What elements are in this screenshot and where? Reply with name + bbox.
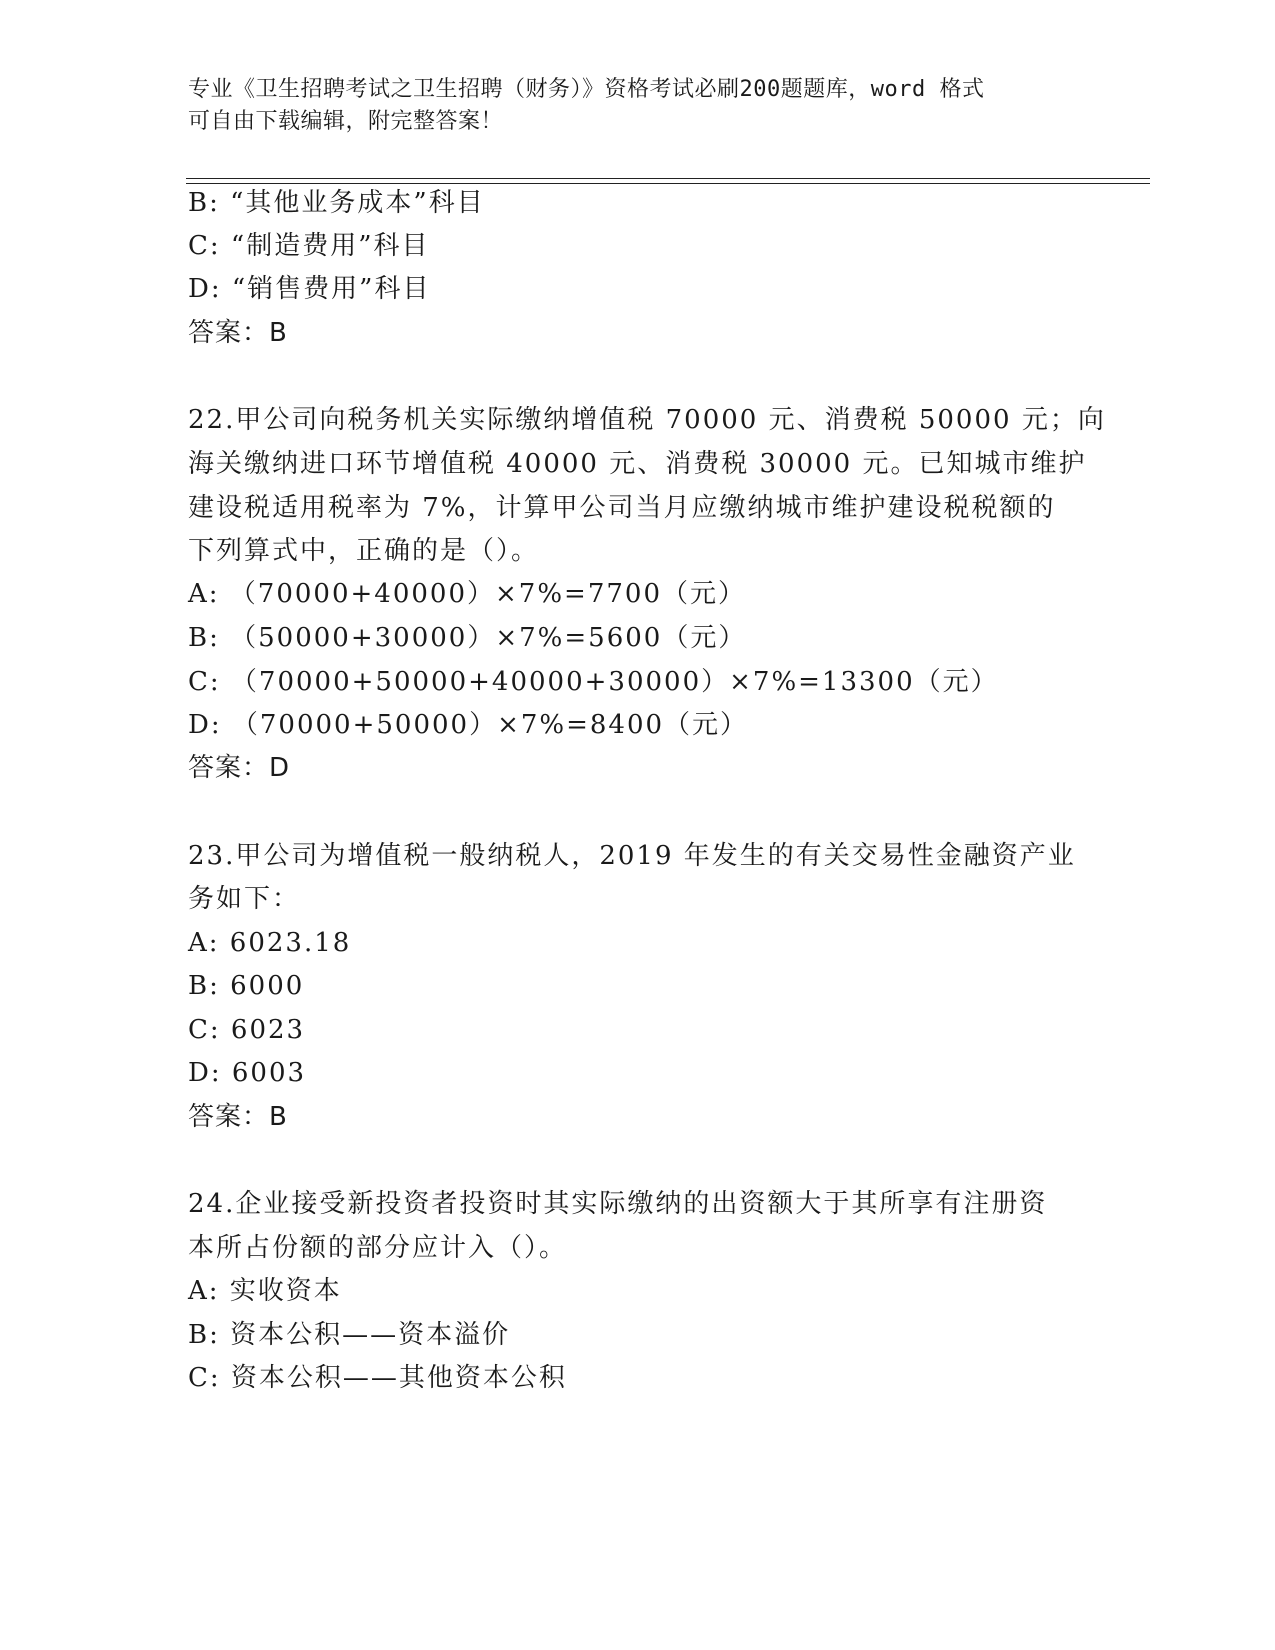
q23-stem-line-2: 务如下： bbox=[188, 884, 301, 914]
q23-answer: 答案：B bbox=[188, 1102, 288, 1132]
q22-option-d: D: （70000+50000）×7%=8400（元） bbox=[188, 710, 749, 740]
q23-option-d: D: 6003 bbox=[188, 1058, 307, 1088]
q22-stem-line-2: 海关缴纳进口环节增值税 40000 元、消费税 30000 元。已知城市维护 bbox=[188, 449, 1087, 479]
q22-stem-line-3: 建设税适用税率为 7%，计算甲公司当月应缴纳城市维护建设税税额的 bbox=[188, 493, 1056, 523]
header-divider-top bbox=[186, 178, 1150, 179]
q21-option-b: B: “其他业务成本”科目 bbox=[188, 188, 485, 218]
q22-stem-line-1: 22.甲公司向税务机关实际缴纳增值税 70000 元、消费税 50000 元；向 bbox=[188, 405, 1106, 435]
q24-option-b: B: 资本公积——资本溢价 bbox=[188, 1320, 511, 1350]
q22-stem-line-4: 下列算式中，正确的是（）。 bbox=[188, 536, 540, 566]
q21-option-c: C: “制造费用”科目 bbox=[188, 231, 430, 261]
q21-answer: 答案：B bbox=[188, 318, 288, 348]
q24-stem-line-2: 本所占份额的部分应计入（）。 bbox=[188, 1233, 568, 1263]
q23-option-b: B: 6000 bbox=[188, 971, 305, 1001]
q22-answer: 答案：D bbox=[188, 753, 291, 783]
q23-stem-line-1: 23.甲公司为增值税一般纳税人，2019 年发生的有关交易性金融资产业 bbox=[188, 841, 1076, 871]
q23-option-c: C: 6023 bbox=[188, 1015, 306, 1045]
q22-option-b: B: （50000+30000）×7%=5600（元） bbox=[188, 623, 747, 653]
header-divider-bottom bbox=[186, 183, 1150, 184]
q23-option-a: A: 6023.18 bbox=[188, 928, 352, 958]
q24-stem-line-1: 24.企业接受新投资者投资时其实际缴纳的出资额大于其所享有注册资 bbox=[188, 1189, 1048, 1219]
q24-option-a: A: 实收资本 bbox=[188, 1276, 342, 1306]
q22-option-a: A: （70000+40000）×7%=7700（元） bbox=[188, 579, 746, 609]
q24-option-c: C: 资本公积——其他资本公积 bbox=[188, 1363, 567, 1393]
q21-option-d: D: “销售费用”科目 bbox=[188, 274, 431, 304]
header-line-1: 专业《卫生招聘考试之卫生招聘（财务）》资格考试必刷200题题库，word 格式 bbox=[188, 77, 985, 102]
q22-option-c: C: （70000+50000+40000+30000）×7%=13300（元） bbox=[188, 667, 999, 697]
header-line-2: 可自由下载编辑，附完整答案！ bbox=[188, 109, 504, 134]
document-header bbox=[188, 74, 1068, 138]
